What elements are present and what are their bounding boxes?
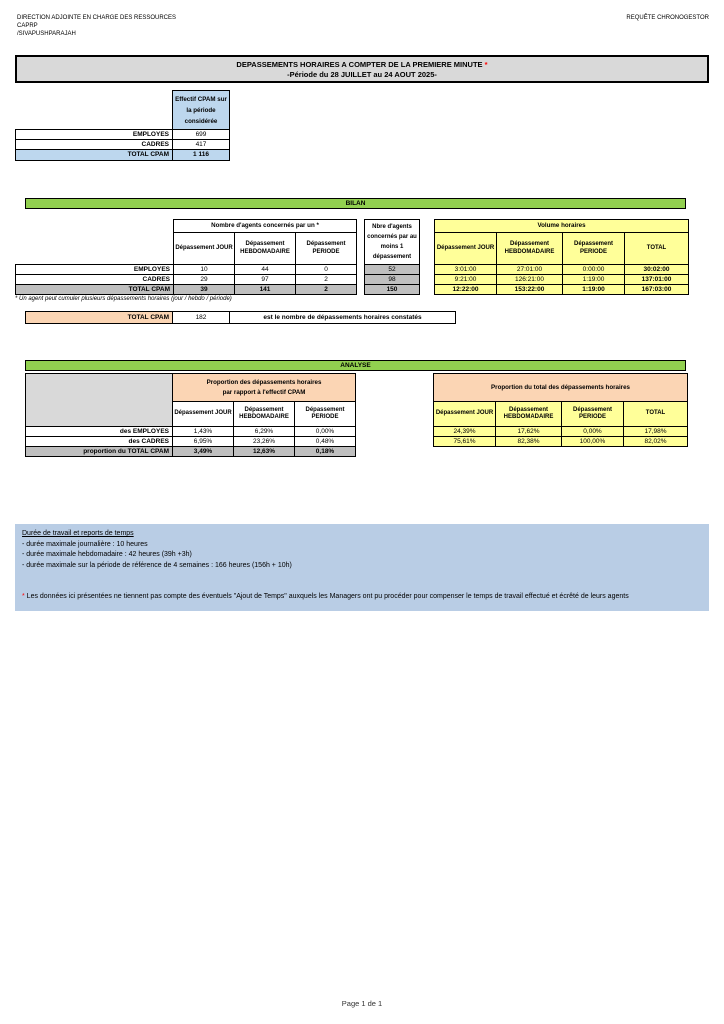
analyse-left-table (25, 373, 356, 457)
atleast-header: Nbre d'agents concernés par au moins 1 dépassement (365, 220, 420, 265)
bilan-footnote: * Un agent peut cumuler plusieurs dépassements horaires (jour / hebdo / période) (15, 296, 232, 302)
document-header (0, 0, 724, 38)
effectif-total-value: 1 116 (173, 150, 230, 161)
volume-cell: 1:19:00 (563, 275, 625, 285)
agents-total-cell: 2 (296, 285, 357, 295)
analyse-right-cell: 75,61% (434, 437, 496, 447)
volume-col-header: Dépassement PERIODE (563, 233, 625, 265)
analyse-right-cell: 0,00% (562, 427, 624, 437)
total-depassements-value: 182 (173, 312, 230, 324)
agents-spacer (16, 233, 174, 265)
table-row (16, 140, 230, 150)
analyse-cell: 23,26% (234, 437, 295, 447)
agents-row-label: EMPLOYES (16, 265, 174, 275)
analyse-right-cell: 100,00% (562, 437, 624, 447)
header-direction: DIRECTION ADJOINTE EN CHARGE DES RESSOURCES (17, 15, 177, 21)
agents-col-header: Dépassement HEBDOMADAIRE (235, 233, 296, 265)
title-asterisk: * (484, 60, 488, 69)
bilan-atleast-table (364, 219, 420, 295)
table-row (365, 275, 420, 285)
agents-cell: 2 (296, 275, 357, 285)
analyse-right-cell: 82,02% (624, 437, 688, 447)
analyse-cell: 6,29% (234, 427, 295, 437)
report-title-text: DEPASSEMENTS HORAIRES A COMPTER DE LA PREMIERE MINUTE (236, 60, 485, 69)
analyse-cell: 6,95% (173, 437, 234, 447)
work-duration-info-box (15, 524, 709, 611)
analyse-col-header: Dépassement JOUR (173, 402, 234, 427)
volume-cell: 126:21:00 (497, 275, 563, 285)
volume-cell: 0:00:00 (563, 265, 625, 275)
total-depassements-label: TOTAL CPAM (26, 312, 173, 324)
agents-total-label: TOTAL CPAM (16, 285, 174, 295)
volume-total-cell: 153:22:00 (497, 285, 563, 295)
analyse-left-group-header-line2: par rapport à l'effectif CPAM (222, 388, 306, 396)
header-service: CAPRP (17, 23, 38, 29)
table-row (26, 312, 456, 324)
effectif-spacer (16, 91, 173, 130)
info-box-line: - durée maximale journalière : 10 heures (22, 540, 148, 548)
info-box-line: - durée maximale hebdomadaire : 42 heures (39h +3h) (22, 551, 192, 558)
table-row (435, 275, 689, 285)
analyse-row-label: des EMPLOYES (26, 427, 173, 437)
volume-total-cell: 12:22:00 (435, 285, 497, 295)
atleast-value: 98 (365, 275, 420, 285)
analyse-cell: 1,43% (173, 427, 234, 437)
agents-cell: 0 (296, 265, 357, 275)
report-title-period: -Période du 28 JUILLET au 24 AOUT 2025- (287, 69, 437, 79)
volume-col-header: Dépassement HEBDOMADAIRE (497, 233, 563, 265)
table-row (435, 220, 689, 233)
effectif-row-value: 699 (173, 130, 230, 140)
table-row (16, 275, 357, 285)
analyse-cell: 0,00% (295, 427, 356, 437)
effectif-row-label: CADRES (16, 140, 173, 150)
analyse-right-col-header: Dépassement JOUR (434, 402, 496, 427)
analyse-tables (25, 373, 724, 457)
analyse-left-group-header (173, 374, 356, 402)
analyse-total-cell: 12,63% (234, 447, 295, 457)
agents-col-header: Dépassement PERIODE (296, 233, 357, 265)
header-left-block (17, 14, 176, 38)
analyse-right-table (433, 373, 688, 447)
note-asterisk: * (22, 593, 25, 600)
table-row (434, 374, 688, 402)
table-row (435, 265, 689, 275)
total-depassements-note: est le nombre de dépassements horaires constatés (230, 312, 456, 324)
table-row (16, 233, 357, 265)
table-row (434, 402, 688, 427)
table-row (26, 437, 356, 447)
table-row (365, 265, 420, 275)
info-box-line: - durée maximale sur la période de référence de 4 semaines : 166 heures (156h + 10h) (22, 561, 292, 569)
analyse-right-col-header: Dépassement HEBDOMADAIRE (496, 402, 562, 427)
agents-row-label: CADRES (16, 275, 174, 285)
info-box-title: Durée de travail et reports de temps (22, 530, 134, 537)
header-user: /SIVAPUSHPARAJAH (17, 31, 76, 37)
atleast-value: 52 (365, 265, 420, 275)
effectif-header: Effectif CPAM sur la période considérée (173, 91, 230, 130)
note-text: Les données ici présentées ne tiennent pas compte des éventuels "Ajout de Temps" auxquels les Managers ont pu procéder pour compenser le temps de travail effectué et écrêté de leurs agents (24, 593, 629, 600)
analyse-right-col-header: Dépassement PERIODE (562, 402, 624, 427)
table-row (16, 150, 230, 161)
agents-total-cell: 39 (174, 285, 235, 295)
analyse-right-cell: 17,98% (624, 427, 688, 437)
analyse-right-col-header: TOTAL (624, 402, 688, 427)
effectif-total-label: TOTAL CPAM (16, 150, 173, 161)
analyse-right-cell: 24,39% (434, 427, 496, 437)
table-row (16, 285, 357, 295)
table-row (365, 285, 420, 295)
analyse-col-header: Dépassement HEBDOMADAIRE (234, 402, 295, 427)
analyse-total-cell: 3,49% (173, 447, 234, 457)
bilan-agents-table (15, 219, 357, 295)
effectif-table (15, 90, 230, 161)
analyse-row-label: des CADRES (26, 437, 173, 447)
effectif-row-value: 417 (173, 140, 230, 150)
volume-col-header: TOTAL (625, 233, 689, 265)
agents-col-header: Dépassement JOUR (174, 233, 235, 265)
table-row (26, 447, 356, 457)
volume-col-header: Dépassement JOUR (435, 233, 497, 265)
agents-group-header: Nombre d'agents concernés par un * (174, 220, 357, 233)
effectif-row-label: EMPLOYES (16, 130, 173, 140)
analyse-section-bar: ANALYSE (25, 360, 686, 371)
report-title-box (15, 55, 709, 83)
table-row (435, 233, 689, 265)
volume-total-cell: 167:03:00 (625, 285, 689, 295)
table-row (26, 374, 356, 402)
volume-total-cell: 1:19:00 (563, 285, 625, 295)
analyse-cell: 0,48% (295, 437, 356, 447)
page-number: Page 1 de 1 (341, 999, 383, 1008)
table-row (16, 265, 357, 275)
analyse-right-group-header: Proportion du total des dépassements horaires (434, 374, 688, 402)
volume-cell: 9:21:00 (435, 275, 497, 285)
volume-cell: 3:01:00 (435, 265, 497, 275)
table-row (435, 285, 689, 295)
analyse-left-spacer (26, 374, 173, 427)
info-box-note (22, 592, 702, 603)
analyse-left-group-header-line1: Proportion des dépassements horaires (206, 378, 322, 386)
agents-spacer (16, 220, 174, 233)
analyse-total-label: proportion du TOTAL CPAM (26, 447, 173, 457)
bilan-section-bar: BILAN (25, 198, 686, 209)
bilan-tables (15, 219, 724, 295)
analyse-right-cell: 17,62% (496, 427, 562, 437)
analyse-total-cell: 0,18% (295, 447, 356, 457)
table-row (16, 220, 357, 233)
header-requete: REQUÊTE CHRONOGESTOR (626, 15, 709, 21)
total-depassements-table (25, 311, 456, 324)
volume-cell: 27:01:00 (497, 265, 563, 275)
table-row (365, 220, 420, 265)
agents-total-cell: 141 (235, 285, 296, 295)
analyse-right-cell: 82,38% (496, 437, 562, 447)
agents-cell: 97 (235, 275, 296, 285)
agents-cell: 10 (174, 265, 235, 275)
table-row (16, 91, 230, 130)
agents-cell: 44 (235, 265, 296, 275)
table-row (16, 130, 230, 140)
atleast-total-value: 150 (365, 285, 420, 295)
bilan-volume-table (434, 219, 689, 295)
agents-cell: 29 (174, 275, 235, 285)
volume-total-cell: 137:01:00 (625, 275, 689, 285)
volume-group-header: Volume horaires (435, 220, 689, 233)
volume-total-cell: 30:02:00 (625, 265, 689, 275)
report-title-line1 (17, 60, 707, 70)
analyse-col-header: Dépassement PERIODE (295, 402, 356, 427)
table-row (26, 427, 356, 437)
table-row (434, 437, 688, 447)
table-row (434, 427, 688, 437)
